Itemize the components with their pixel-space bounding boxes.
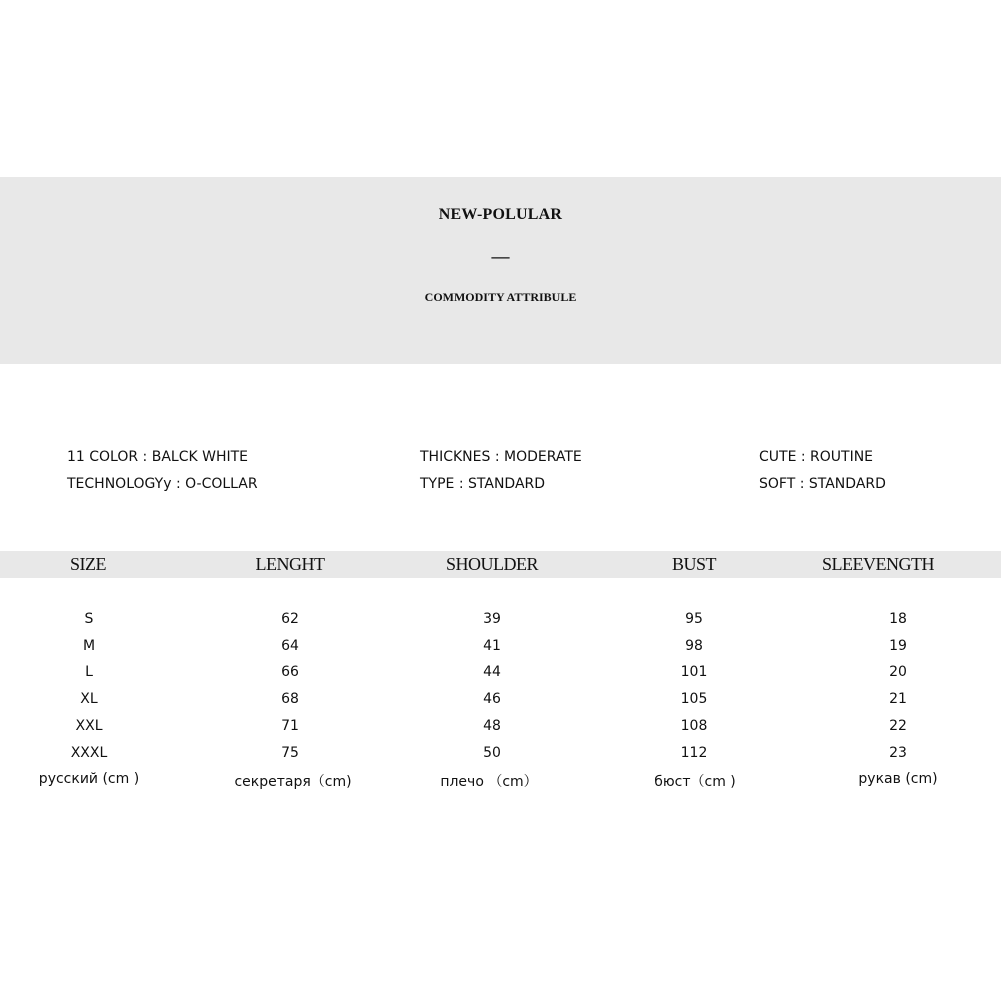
attr-soft: SOFT : STANDARD (759, 476, 886, 492)
column-header-bust: BUST (671, 554, 717, 574)
table-cell: S (84, 611, 94, 627)
table-cell: 48 (483, 718, 501, 734)
table-cell: M (82, 638, 96, 654)
table-cell: 95 (685, 611, 703, 627)
header-subtitle: COMMODITY ATTRIBULE (424, 290, 577, 304)
header-divider: — (491, 246, 510, 266)
table-cell: 98 (685, 638, 703, 654)
table-cell: 41 (483, 638, 501, 654)
unit-label: русский (cm ) (38, 771, 140, 787)
table-cell: 22 (889, 718, 907, 734)
attr-color: 11 COLOR : BALCK WHITE (67, 449, 249, 465)
unit-label: секретаря（cm) (234, 774, 352, 790)
table-cell: 105 (680, 691, 708, 707)
attr-thicknes: THICKNES : MODERATE (420, 449, 582, 465)
column-header-size: SIZE (70, 554, 106, 574)
attr-type: TYPE : STANDARD (420, 476, 546, 492)
table-cell: XXXL (70, 745, 108, 761)
column-header-shoulder: SHOULDER (445, 554, 539, 574)
table-cell: 44 (483, 664, 501, 680)
header-title: NEW-POLULAR (438, 206, 563, 223)
table-cell: 64 (281, 638, 299, 654)
table-cell: XXL (75, 718, 103, 734)
attr-cute: CUTE : ROUTINE (759, 449, 874, 465)
table-cell: 18 (889, 611, 907, 627)
table-cell: 66 (281, 664, 299, 680)
table-cell: 19 (889, 638, 907, 654)
table-cell: 46 (483, 691, 501, 707)
table-cell: L (85, 664, 93, 680)
table-cell: 39 (483, 611, 501, 627)
table-cell: 71 (281, 718, 299, 734)
unit-label: рукав (cm) (858, 771, 938, 787)
table-cell: XL (80, 691, 98, 707)
column-header-sleevength: SLEEVENGTH (822, 554, 934, 574)
table-cell: 20 (889, 664, 907, 680)
table-cell: 101 (680, 664, 708, 680)
table-cell: 108 (680, 718, 708, 734)
unit-label: плечо （cm） (440, 774, 538, 790)
table-cell: 68 (281, 691, 299, 707)
table-cell: 50 (483, 745, 501, 761)
unit-label: бюст（cm ) (654, 774, 736, 790)
table-cell: 62 (281, 611, 299, 627)
attr-technology: TECHNOLOGYy : O-COLLAR (67, 476, 258, 492)
table-cell: 75 (281, 745, 299, 761)
column-header-lenght: LENGHT (255, 554, 325, 574)
table-cell: 21 (889, 691, 907, 707)
table-cell: 23 (889, 745, 907, 761)
table-cell: 112 (680, 745, 708, 761)
